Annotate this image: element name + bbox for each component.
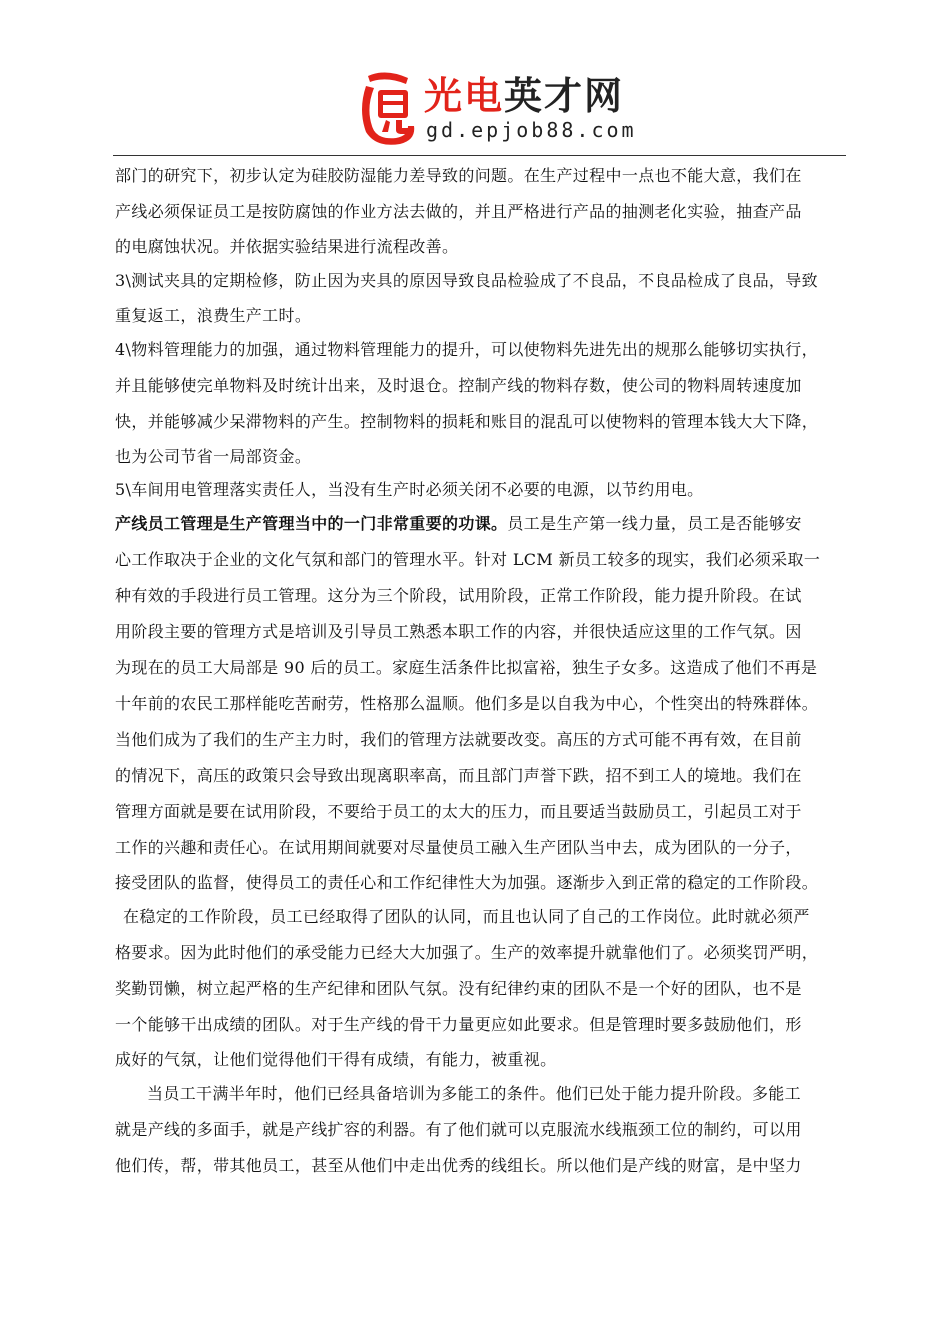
page-header — [113, 0, 846, 157]
text-line: 的情况下，高压的政策只会导致出现离职率高，而且部门声誉下跌，招不到工人的境地。我们在 — [115, 766, 802, 785]
logo-title-red: 光电 — [424, 74, 505, 118]
logo-mark-icon — [356, 70, 420, 148]
text-line: 接受团队的监督，使得员工的责任心和工作纪律性大为加强。逐渐步入到正常的稳定的工作阶段。 — [115, 873, 819, 892]
text-line: 当员工干满半年时，他们已经具备培训为多能工的条件。他们已处于能力提升阶段。多能工 — [147, 1084, 802, 1103]
text-line: 产线必须保证员工是按防腐蚀的作业方法去做的，并且严格进行产品的抽测老化实验，抽查产品 — [115, 202, 802, 221]
text-line: 就是产线的多面手，就是产线扩容的利器。有了他们就可以克服流水线瓶颈工位的制约，可以用 — [115, 1120, 802, 1139]
text-line: 为现在的员工大局部是 90 后的员工。家庭生活条件比拟富裕，独生子女多。这造成了他们不再是 — [115, 658, 818, 677]
text-line: 一个能够干出成绩的团队。对于生产线的骨干力量更应如此要求。但是管理时要多鼓励他们，形 — [115, 1015, 802, 1034]
text-line: 当他们成为了我们的生产主力时，我们的管理方法就要改变。高压的方式可能不再有效，在目前 — [115, 730, 802, 749]
site-logo[interactable] — [356, 68, 637, 150]
text-line: 十年前的农民工那样能吃苦耐劳，性格那么温顺。他们多是以自我为中心，个性突出的特殊群体。 — [115, 694, 819, 713]
paragraph-lead-line — [115, 506, 835, 542]
text-line: 种有效的手段进行员工管理。这分为三个阶段，试用阶段，正常工作阶段，能力提升阶段。在试 — [115, 586, 802, 605]
text-line: 奖勤罚懒，树立起严格的生产纪律和团队气氛。没有纪律约束的团队不是一个好的团队，也不是 — [115, 979, 802, 998]
text-line: 的电腐蚀状况。并依据实验结果进行流程改善。 — [115, 237, 459, 256]
text-line: 心工作取决于企业的文化气氛和部门的管理水平。针对 LCM 新员工较多的现实，我们必须采取一 — [115, 550, 821, 569]
text-line: 5\车间用电管理落实责任人，当没有生产时必须关闭不必要的电源，以节约用电。 — [115, 480, 704, 499]
logo-url: gd.epjob88.com — [426, 118, 637, 142]
text-line: 工作的兴趣和责任心。在试用期间就要对尽量使员工融入生产团队当中去，成为团队的一分子， — [115, 838, 802, 857]
text-line: 成好的气氛，让他们觉得他们干得有成绩，有能力，被重视。 — [115, 1050, 557, 1069]
document-body — [115, 158, 835, 1184]
header-divider — [113, 155, 846, 156]
text-line: 部门的研究下，初步认定为硅胶防湿能力差导致的问题。在生产过程中一点也不能大意，我们在 — [115, 166, 802, 185]
logo-title-dark: 英才网 — [504, 74, 625, 118]
text-line: 3\测试夹具的定期检修，防止因为夹具的原因导致良品检验成了不良品，不良品检成了良品，导致 — [115, 271, 818, 290]
text-line: 也为公司节省一局部资金。 — [115, 447, 312, 466]
logo-title — [424, 74, 624, 118]
text-line: 管理方面就是要在试用阶段，不要给于员工的太大的压力，而且要适当鼓励员工，引起员工对于 — [115, 802, 802, 821]
text-line: 他们传，帮，带其他员工，甚至从他们中走出优秀的线组长。所以他们是产线的财富，是中坚力 — [115, 1156, 802, 1175]
text-line: 并且能够使完单物料及时统计出来，及时退仓。控制产线的物料存数，使公司的物料周转速度加 — [115, 376, 802, 395]
paragraph-heading: 产线员工管理是生产管理当中的一门非常重要的功课。 — [115, 514, 508, 533]
text-line: 用阶段主要的管理方式是培训及引导员工熟悉本职工作的内容，并很快适应这里的工作气氛。因 — [115, 622, 802, 641]
text-line: 格要求。因为此时他们的承受能力已经大大加强了。生产的效率提升就靠他们了。必须奖罚严明， — [115, 943, 819, 962]
text-line: 4\物料管理能力的加强，通过物料管理能力的提升，可以使物料先进先出的规那么能够切实执行， — [115, 340, 818, 359]
text-line: 重复返工，浪费生产工时。 — [115, 306, 312, 325]
text-line: 快，并能够减少呆滞物料的产生。控制物料的损耗和账目的混乱可以使物料的管理本钱大大下降， — [115, 412, 819, 431]
paragraph-lead-rest: 员工是生产第一线力量，员工是否能够安 — [507, 514, 802, 533]
text-line: 在稳定的工作阶段，员工已经取得了团队的认同，而且也认同了自己的工作岗位。此时就必须严 — [123, 907, 810, 926]
